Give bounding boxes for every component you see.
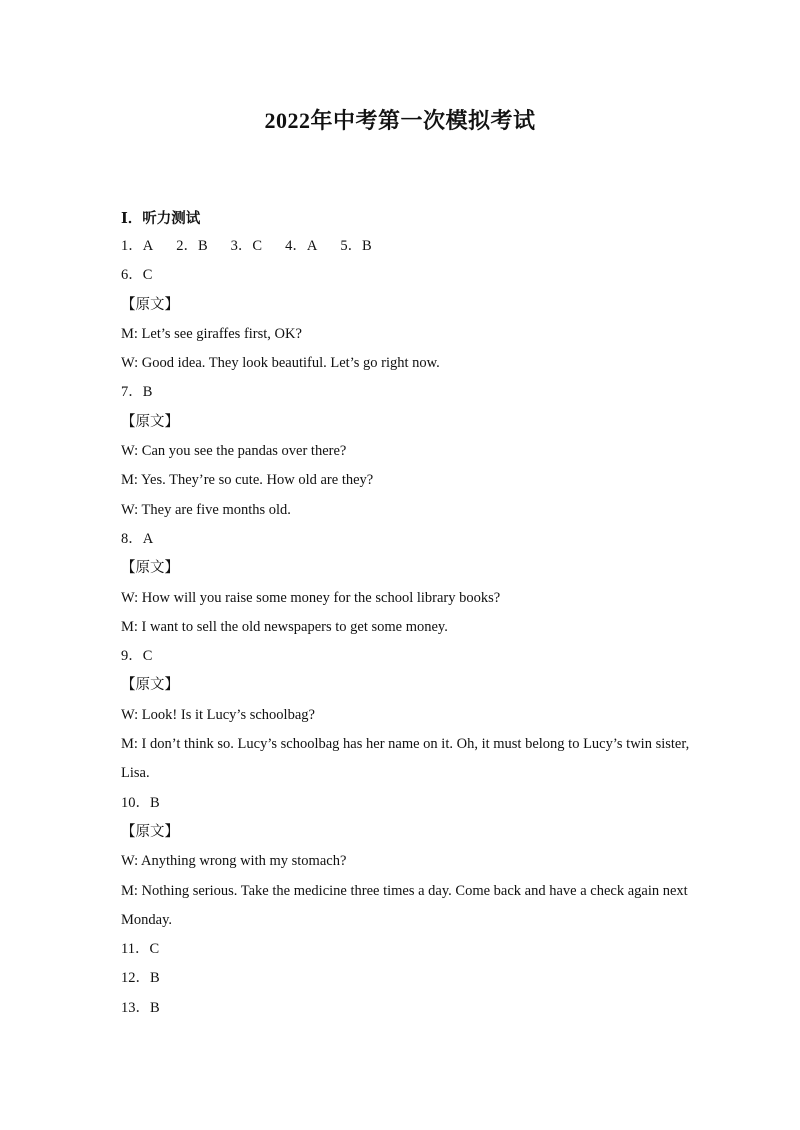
transcript-line: M: I want to sell the old newspapers to get some money. <box>121 618 448 635</box>
transcript-line: W: Good idea. They look beautiful. Let’s go right now. <box>121 355 440 372</box>
transcript-line: Monday. <box>121 911 173 928</box>
answer-item: 5．B <box>340 238 372 254</box>
transcript-line: W: They are five months old. <box>121 501 291 518</box>
transcript-line: Lisa. <box>121 765 150 782</box>
transcript-line: W: Look! Is it Lucy’s schoolbag? <box>121 706 315 723</box>
transcript-line: W: How will you raise some money for the school library books? <box>121 589 501 606</box>
transcript-line: M: Yes. They’re so cute. How old are they? <box>121 472 374 489</box>
answer-item: 3．C <box>230 238 263 254</box>
answer-row <box>121 232 691 261</box>
transcript-label: 【原文】 <box>121 560 179 577</box>
transcript-line: M: Nothing serious. Take the medicine three times a day. Come back and have a check again next <box>121 882 688 899</box>
answer-line: 9．C <box>121 648 153 665</box>
transcript-line: M: I don’t think so. Lucy’s schoolbag has her name on it. Oh, it must belong to Lucy’s twin sister, <box>121 736 690 753</box>
transcript-label: 【原文】 <box>121 296 179 313</box>
document-body <box>121 206 691 1023</box>
answer-item: 1．A <box>121 238 154 254</box>
answer-line: 7．B <box>121 384 153 401</box>
transcript-line: M: Let’s see giraffes first, OK? <box>121 325 302 342</box>
transcript-label: 【原文】 <box>121 823 179 840</box>
page-title: 2022年中考第一次模拟考试 <box>264 108 536 133</box>
answer-item: 2．B <box>176 238 208 254</box>
answer-line: 10．B <box>121 794 160 811</box>
section-heading: Ⅰ．听力测试 <box>121 211 201 227</box>
transcript-line: W: Anything wrong with my stomach? <box>121 853 347 870</box>
transcript-label: 【原文】 <box>121 413 179 430</box>
answer-line: 8．A <box>121 530 154 547</box>
transcript-line: W: Can you see the pandas over there? <box>121 443 347 460</box>
answer-line: 12．B <box>121 970 160 987</box>
answer-line: 13．B <box>121 999 160 1016</box>
answer-line: 6．C <box>121 267 153 284</box>
answer-item: 4．A <box>285 238 318 254</box>
answer-line: 11．C <box>121 941 160 958</box>
transcript-label: 【原文】 <box>121 677 179 694</box>
